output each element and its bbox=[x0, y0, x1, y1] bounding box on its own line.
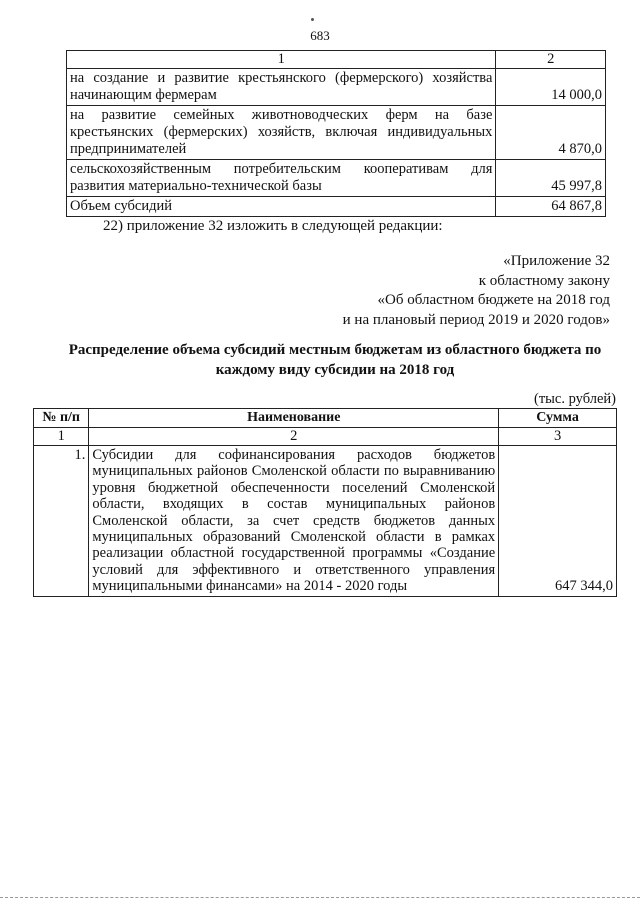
row-name: сельскохозяйственным потребительским кооперативам для развития материально-технической базы bbox=[67, 160, 496, 197]
document-title: Распределение объема субсидий местным бюджетам из областного бюджета по каждому виду субсидии на 2018 год bbox=[68, 342, 602, 378]
appendix-line: к областному закону bbox=[478, 272, 610, 289]
column-header-number: № п/п bbox=[34, 409, 89, 428]
table-row bbox=[67, 160, 606, 197]
amendment-paragraph: 22) приложение 32 изложить в следующей редакции: bbox=[103, 218, 443, 234]
row-value: 14 000,0 bbox=[496, 69, 606, 106]
subsidy-breakdown-table bbox=[66, 50, 606, 217]
column-index-row bbox=[34, 428, 617, 446]
appendix-line: «Приложение 32 bbox=[503, 253, 610, 269]
table-total-row bbox=[67, 197, 606, 217]
scan-speck bbox=[311, 18, 314, 21]
subsidy-distribution-table bbox=[33, 408, 617, 597]
row-sum: 647 344,0 bbox=[499, 446, 617, 597]
row-value: 45 997,8 bbox=[496, 160, 606, 197]
column-index-2: 2 bbox=[496, 51, 606, 69]
total-value: 64 867,8 bbox=[496, 197, 606, 217]
row-name: на создание и развитие крестьянского (фермерского) хозяйства начинающим фермерам bbox=[67, 69, 496, 106]
page-number: 683 bbox=[310, 28, 330, 43]
row-value: 4 870,0 bbox=[496, 106, 606, 160]
table-row bbox=[67, 69, 606, 106]
table-row bbox=[34, 446, 617, 597]
scan-edge-line bbox=[0, 897, 640, 898]
total-label: Объем субсидий bbox=[67, 197, 496, 217]
table-header-row bbox=[34, 409, 617, 428]
column-header-sum: Сумма bbox=[499, 409, 617, 428]
column-header-name: Наименование bbox=[89, 409, 499, 428]
column-index-2: 2 bbox=[89, 428, 499, 446]
column-index-1: 1 bbox=[34, 428, 89, 446]
column-index-1: 1 bbox=[67, 51, 496, 69]
row-name: Субсидии для софинансирования расходов бюджетов муниципальных районов Смоленской области по выравниванию уровня бюджетной обеспеченности поселений Смоленской области, входящих в состав муниципальных районов Смоленской области, за счет средств бюджетов данных муниципальных образований Смоленской области в рамках реализации областной государственной программы «Создание условий для эффективного и ответственного управления муниципальными финансами» на 2014 - 2020 годы bbox=[89, 446, 499, 597]
appendix-heading bbox=[210, 252, 610, 330]
table-header-row bbox=[67, 51, 606, 69]
appendix-line: «Об областном бюджете на 2018 год bbox=[377, 292, 610, 308]
table-row bbox=[67, 106, 606, 160]
row-name: на развитие семейных животноводческих ферм на базе крестьянских (фермерских) хозяйств, включая индивидуальных предпринимателей bbox=[67, 106, 496, 160]
row-number: 1. bbox=[34, 446, 89, 597]
units-note: (тыс. рублей) bbox=[534, 391, 616, 407]
column-index-3: 3 bbox=[499, 428, 617, 446]
appendix-line: и на плановый период 2019 и 2020 годов» bbox=[342, 311, 610, 328]
